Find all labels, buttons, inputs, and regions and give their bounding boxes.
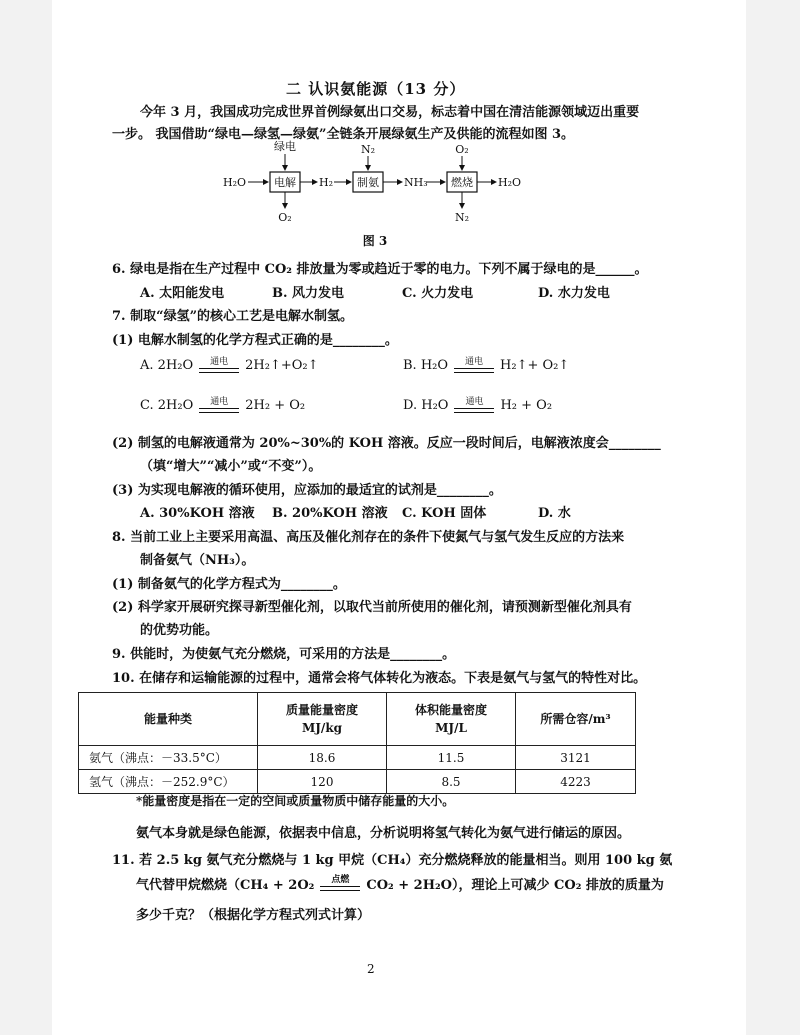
q7-part3-option-b: B. 20%KOH 溶液: [272, 506, 388, 521]
q6-option-d: D. 水力发电: [538, 286, 610, 301]
cell-hydrogen-mass-density: 120: [258, 770, 387, 794]
equals-bars: [320, 886, 360, 891]
q7-part3: (3) 为实现电解液的循环使用，应添加的最适宜的试剂是________。: [112, 483, 502, 498]
q7-option-c-condition: [199, 398, 239, 413]
equals-bars: [454, 408, 494, 413]
intro-text-line1: 今年 3 月，我国成功完成世界首例绿氨出口交易，标志着中国在清洁能源领域迈出重要: [140, 105, 640, 120]
q7-part1: (1) 电解水制氢的化学方程式正确的是________。: [112, 333, 398, 348]
q6-stem: 6. 绿电是指在生产过程中 CO₂ 排放量为零或趋近于零的电力。下列不属于绿电的是______。: [112, 262, 648, 277]
label-h2: H₂: [319, 176, 334, 189]
q7-part2-line1: (2) 制氢的电解液通常为 20%~30%的 KOH 溶液。反应一段时间后，电解液浓度会________: [112, 436, 661, 451]
box3-label: 燃烧: [451, 176, 473, 189]
table-row: [79, 746, 636, 770]
q6-option-c: C. 火力发电: [402, 286, 474, 301]
q7-option-a: [140, 358, 319, 373]
equals-bars: [199, 368, 239, 373]
energy-comparison-table: [78, 692, 636, 794]
q7-option-c: [140, 398, 305, 413]
table-header-row: [79, 693, 636, 746]
q6-option-b: B. 风力发电: [272, 286, 345, 301]
cell-ammonia-mass-density: 18.6: [258, 746, 387, 770]
condition-text: 点燃: [331, 875, 350, 885]
q11-equation-reactants: 气代替甲烷燃烧（CH₄ + 2O₂: [136, 878, 315, 893]
q7-option-a-condition: [199, 358, 239, 373]
flow-diagram: [220, 140, 530, 250]
cell-hydrogen-capacity: 4223: [516, 770, 636, 794]
q7-option-d-product: H₂ + O₂: [500, 398, 553, 413]
q7-option-b-label: B.: [403, 358, 417, 373]
q8-part2-line2: 的优势功能。: [140, 623, 219, 638]
header-storage-capacity: 所需仓容/m³: [516, 693, 636, 746]
q7-stem: 7. 制取“绿氢”的核心工艺是电解水制氢。: [112, 309, 354, 324]
q6-option-a: A. 太阳能发电: [140, 286, 225, 301]
q7-option-d-label: D.: [403, 398, 418, 413]
q7-option-b-condition: [454, 358, 494, 373]
condition-text: 通电: [465, 357, 484, 367]
q11-line3: 多少千克？（根据化学方程式列式计算）: [136, 908, 371, 923]
q10-question: 氨气本身就是绿色能源，依据表中信息，分析说明将氢气转化为氨气进行储运的原因。: [136, 826, 631, 841]
q7-part2-line2: （填“增大”“减小”或“不变”）。: [140, 459, 322, 474]
q7-part3-option-c: C. KOH 固体: [402, 506, 487, 521]
q7-option-c-product: 2H₂ + O₂: [245, 398, 306, 413]
flow-diagram-svg: [220, 140, 530, 250]
header-energy-type: 能量种类: [79, 693, 258, 746]
box2-label: 制氨: [357, 176, 379, 189]
q7-option-c-reactant: 2H₂O: [157, 398, 194, 413]
cell-ammonia-volume-density: 11.5: [387, 746, 516, 770]
page-number: 2: [367, 962, 375, 976]
label-h2o-out: H₂O: [498, 176, 522, 189]
cell-hydrogen-volume-density: 8.5: [387, 770, 516, 794]
intro-text-line2: 一步。 我国借助“绿电—绿氢—绿氨”全链条开展绿氨生产及供能的流程如图 3。: [112, 127, 575, 142]
label-o2-out: O₂: [278, 211, 292, 224]
label-green-electricity: 绿电: [274, 140, 296, 153]
q7-option-b-product: H₂↑+ O₂↑: [500, 358, 570, 373]
q11-equation-products: CO₂ + 2H₂O），理论上可减少 CO₂ 排放的质量为: [366, 878, 664, 893]
table-row: [79, 770, 636, 794]
q10-stem: 10. 在储存和运输能源的过程中，通常会将气体转化为液态。下表是氨气与氢气的特性对比。: [112, 671, 647, 686]
q8-stem-line1: 8. 当前工业上主要采用高温、高压及催化剂存在的条件下使氮气与氢气发生反应的方法来: [112, 530, 625, 545]
q7-option-d: [403, 398, 552, 413]
label-n2-out: N₂: [454, 211, 470, 224]
q7-option-c-label: C.: [140, 398, 154, 413]
equals-bars: [454, 368, 494, 373]
equals-bars: [199, 408, 239, 413]
header-volume-energy-density: 体积能量密度 MJ/L: [387, 693, 516, 746]
label-nh3: NH₃: [404, 176, 428, 189]
q7-option-b-reactant: H₂O: [420, 358, 449, 373]
q9-stem: 9. 供能时，为使氨气充分燃烧，可采用的方法是________。: [112, 647, 456, 662]
box1-label: 电解: [274, 176, 296, 189]
condition-text: 通电: [465, 397, 484, 407]
figure-caption: 图 3: [362, 234, 388, 248]
q11-equation-condition: [320, 876, 360, 891]
q7-part3-option-d: D. 水: [538, 506, 571, 521]
q7-option-a-reactant: 2H₂O: [157, 358, 194, 373]
condition-text: 通电: [210, 397, 229, 407]
q7-part3-option-a: A. 30%KOH 溶液: [140, 506, 255, 521]
cell-hydrogen-name: 氢气（沸点：－252.9°C）: [79, 770, 258, 794]
q11-line2: [136, 874, 664, 893]
q7-option-a-label: A.: [140, 358, 154, 373]
q8-stem-line2: 制备氨气（NH₃）。: [140, 553, 255, 568]
label-n2-in: N₂: [360, 143, 376, 156]
label-h2o-in: H₂O: [223, 176, 247, 189]
table-footnote: *能量密度是指在一定的空间或质量物质中储存能量的大小。: [136, 794, 455, 808]
q7-option-b: [403, 358, 569, 373]
condition-text: 通电: [210, 357, 229, 367]
q7-option-a-product: 2H₂↑+O₂↑: [245, 358, 319, 373]
q11-line1: 11. 若 2.5 kg 氨气充分燃烧与 1 kg 甲烷（CH₄）充分燃烧释放的能量相当。则用 100 kg 氨: [112, 853, 673, 868]
section-title: 二 认识氨能源（13 分）: [286, 80, 466, 98]
cell-ammonia-name: 氨气（沸点：－33.5°C）: [79, 746, 258, 770]
q8-part2-line1: (2) 科学家开展研究探寻新型催化剂，以取代当前所使用的催化剂，请预测新型催化剂具有: [112, 600, 632, 615]
cell-ammonia-capacity: 3121: [516, 746, 636, 770]
header-mass-energy-density: 质量能量密度 MJ/kg: [258, 693, 387, 746]
label-o2-in: O₂: [455, 143, 469, 156]
q8-part1: (1) 制备氨气的化学方程式为________。: [112, 577, 346, 592]
q7-option-d-reactant: H₂O: [421, 398, 449, 413]
q7-option-d-condition: [454, 398, 494, 413]
